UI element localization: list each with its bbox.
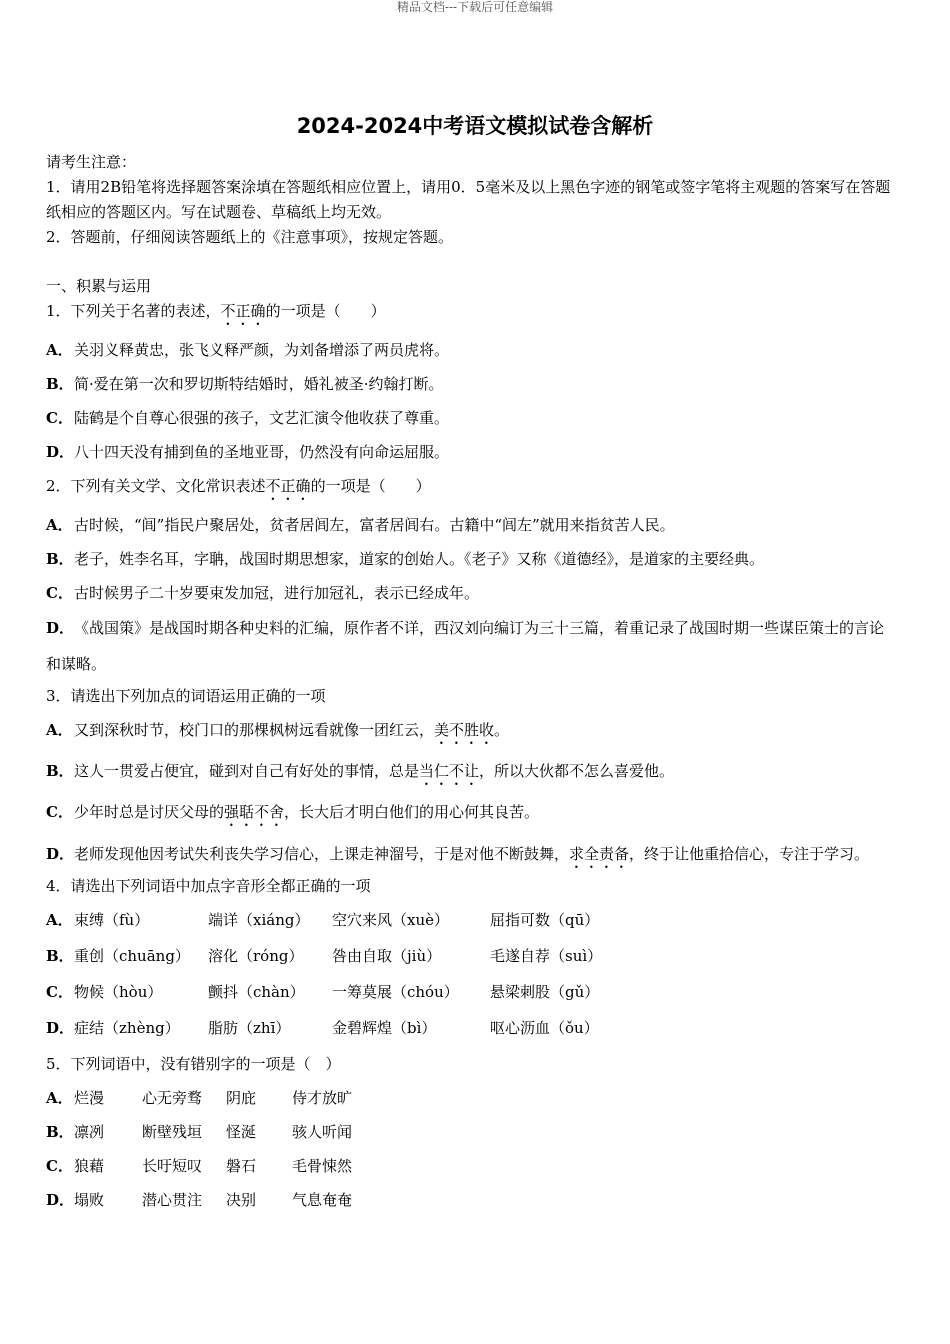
option-d xyxy=(46,1188,898,1213)
word-item: 心无旁骛 xyxy=(142,1089,203,1107)
option-c xyxy=(46,1154,898,1179)
option-text: 古时候，“闾”指民户聚居处，贫者居闾左，富者居闾右。古籍中“闾左”就用来指贫苦人民。 xyxy=(74,516,675,534)
option-text: 。 xyxy=(494,721,510,739)
question-stem xyxy=(46,299,898,329)
word-item: 脂肪（zhī） xyxy=(208,1019,291,1037)
option-label: B． xyxy=(46,762,74,780)
option-label: A． xyxy=(46,341,73,359)
question-5 xyxy=(46,1052,898,1213)
option-text: ，所以大伙都不怎么喜爱他。 xyxy=(479,762,675,780)
question-4 xyxy=(46,874,898,1041)
emphasis-text: 强聒不舍 xyxy=(224,803,285,821)
option-text: 陆鹤是个自尊心很强的孩子，文艺汇演令他收获了尊重。 xyxy=(74,409,450,427)
option-label: B． xyxy=(46,1123,74,1141)
option-label: B． xyxy=(46,947,74,965)
option-text: 《战国策》是战国时期各种史料的汇编，原作者不详，西汉刘向编订为三十三篇，着重记录了战国时期一些谋臣策士的言论和谋略。 xyxy=(46,619,885,673)
emphasis-text: 不正确 xyxy=(265,477,311,495)
option-text: 又到深秋时节，校门口的那棵枫树远看就像一团红云， xyxy=(74,721,435,739)
option-text: 简·爱在第一次和罗切斯特结婚时，婚礼被圣·约翰打断。 xyxy=(74,375,444,393)
notice-item-1: 1．请用2B铅笔将选择题答案涂填在答题纸相应位置上，请用0．5毫米及以上黑色字迹的钢笔或签字笔将主观题的答案写在答题纸相应的答题区内。写在试题卷、草稿纸上均无效。 xyxy=(46,178,891,221)
header-watermark: 精品文档---下载后可任意编辑 xyxy=(396,0,554,14)
page-title: 2024-2024中考语文模拟试卷含解析 xyxy=(296,114,654,138)
notice-item-2: 2．答题前，仔细阅读答题纸上的《注意事项》，按规定答题。 xyxy=(46,228,454,246)
word-item: 阴庇 xyxy=(226,1089,257,1107)
option-a xyxy=(46,1086,898,1111)
option-b xyxy=(46,547,898,572)
option-label: A． xyxy=(46,1089,73,1107)
word-item: 重创（chuāng） xyxy=(74,947,190,965)
word-item: 溶化（róng） xyxy=(208,947,304,965)
option-c xyxy=(46,581,898,606)
word-item: 毛遂自荐（suì） xyxy=(490,947,603,965)
option-label: A． xyxy=(46,516,73,534)
notice-heading: 请考生注意： xyxy=(46,153,137,171)
document-body xyxy=(46,150,898,1222)
emphasis-text: 不正确 xyxy=(220,302,266,320)
option-a xyxy=(46,338,898,363)
option-label: C． xyxy=(46,409,73,427)
word-item: 呕心沥血（ǒu） xyxy=(490,1019,599,1037)
word-item: 颤抖（chàn） xyxy=(208,983,305,1001)
option-label: C． xyxy=(46,1157,73,1175)
question-1 xyxy=(46,299,898,465)
section-heading: 一、积累与运用 xyxy=(46,277,152,295)
word-item: 毛骨悚然 xyxy=(292,1157,353,1175)
option-text: ，终于让他重拾信心，专注于学习。 xyxy=(629,845,870,863)
option-c xyxy=(46,406,898,431)
word-item: 症结（zhèng） xyxy=(74,1019,180,1037)
question-2 xyxy=(46,474,898,682)
word-item: 骇人听闻 xyxy=(292,1123,353,1141)
word-item: 凛冽 xyxy=(74,1123,105,1141)
question-3 xyxy=(46,684,898,872)
option-text: 古时候男子二十岁要束发加冠，进行加冠礼，表示已经成年。 xyxy=(74,584,480,602)
option-text: 老师发现他因考试失利丧失学习信心，上课走神溜号，于是对他不断鼓舞， xyxy=(74,845,570,863)
stem-text: 的一项是（ ） xyxy=(265,302,386,320)
word-item: 潜心贯注 xyxy=(142,1191,203,1209)
option-label: B． xyxy=(46,550,74,568)
word-item: 侍才放旷 xyxy=(292,1089,353,1107)
spacer xyxy=(46,250,898,274)
option-label: C． xyxy=(46,584,73,602)
option-d xyxy=(46,440,898,465)
question-stem: 5．下列词语中，没有错别字的一项是（ ） xyxy=(46,1055,341,1073)
option-b xyxy=(46,759,898,789)
option-label: A． xyxy=(46,911,73,929)
word-item: 烂漫 xyxy=(74,1089,105,1107)
word-item: 物候（hòu） xyxy=(74,983,163,1001)
word-item: 屈指可数（qū） xyxy=(490,911,600,929)
word-item: 怪涎 xyxy=(226,1123,257,1141)
word-item: 狼藉 xyxy=(74,1157,105,1175)
option-c xyxy=(46,980,898,1005)
stem-text: 1．下列关于名著的表述， xyxy=(46,302,221,320)
word-item: 气息奄奄 xyxy=(292,1191,353,1209)
word-item: 空穴来风（xuè） xyxy=(332,911,449,929)
option-b xyxy=(46,944,898,969)
option-label: B． xyxy=(46,375,74,393)
option-d xyxy=(46,836,898,872)
word-item: 咎由自取（jiù） xyxy=(332,947,442,965)
option-c xyxy=(46,800,898,830)
option-text: 少年时总是讨厌父母的 xyxy=(74,803,225,821)
emphasis-text: 美不胜收 xyxy=(434,721,495,739)
option-a xyxy=(46,908,898,933)
option-label: D． xyxy=(46,1019,75,1037)
word-item: 悬梁刺股（gǔ） xyxy=(490,983,600,1001)
option-label: D． xyxy=(46,845,75,863)
option-b xyxy=(46,372,898,397)
question-stem: 4．请选出下列词语中加点字音形全都正确的一项 xyxy=(46,877,371,895)
question-stem: 3．请选出下列加点的词语运用正确的一项 xyxy=(46,687,326,705)
word-item: 断壁残垣 xyxy=(142,1123,203,1141)
option-b xyxy=(46,1120,898,1145)
option-label: C． xyxy=(46,983,73,1001)
option-label: D． xyxy=(46,1191,75,1209)
option-label: C． xyxy=(46,803,73,821)
option-a xyxy=(46,718,898,748)
option-text: 这人一贯爱占便宜，碰到对自己有好处的事情，总是 xyxy=(74,762,420,780)
stem-text: 的一项是（ ） xyxy=(310,477,431,495)
word-item: 塌败 xyxy=(74,1191,105,1209)
option-text: 关羽义释黄忠，张飞义释严颜，为刘备增添了两员虎将。 xyxy=(74,341,450,359)
option-text: 八十四天没有捕到鱼的圣地亚哥，仍然没有向命运屈服。 xyxy=(74,443,450,461)
option-text: 老子，姓李名耳，字聃，战国时期思想家，道家的创始人。《老子》又称《道德经》，是道家的主要经典。 xyxy=(74,550,765,568)
option-label: A． xyxy=(46,721,73,739)
word-item: 长吁短叹 xyxy=(142,1157,203,1175)
emphasis-text: 当仁不让 xyxy=(419,762,480,780)
emphasis-text: 求全责备 xyxy=(569,845,630,863)
option-label: D． xyxy=(46,619,75,637)
option-label: D． xyxy=(46,443,75,461)
option-d xyxy=(46,610,898,682)
word-item: 磐石 xyxy=(226,1157,257,1175)
question-stem xyxy=(46,474,898,504)
option-a xyxy=(46,513,898,538)
word-item: 束缚（fù） xyxy=(74,911,150,929)
word-item: 端详（xiáng） xyxy=(208,911,310,929)
word-item: 一筹莫展（chóu） xyxy=(332,983,459,1001)
stem-text: 2．下列有关文学、文化常识表述 xyxy=(46,477,266,495)
word-item: 决别 xyxy=(226,1191,257,1209)
option-d xyxy=(46,1016,898,1041)
word-item: 金碧辉煌（bì） xyxy=(332,1019,437,1037)
option-text: ，长大后才明白他们的用心何其良苦。 xyxy=(284,803,540,821)
